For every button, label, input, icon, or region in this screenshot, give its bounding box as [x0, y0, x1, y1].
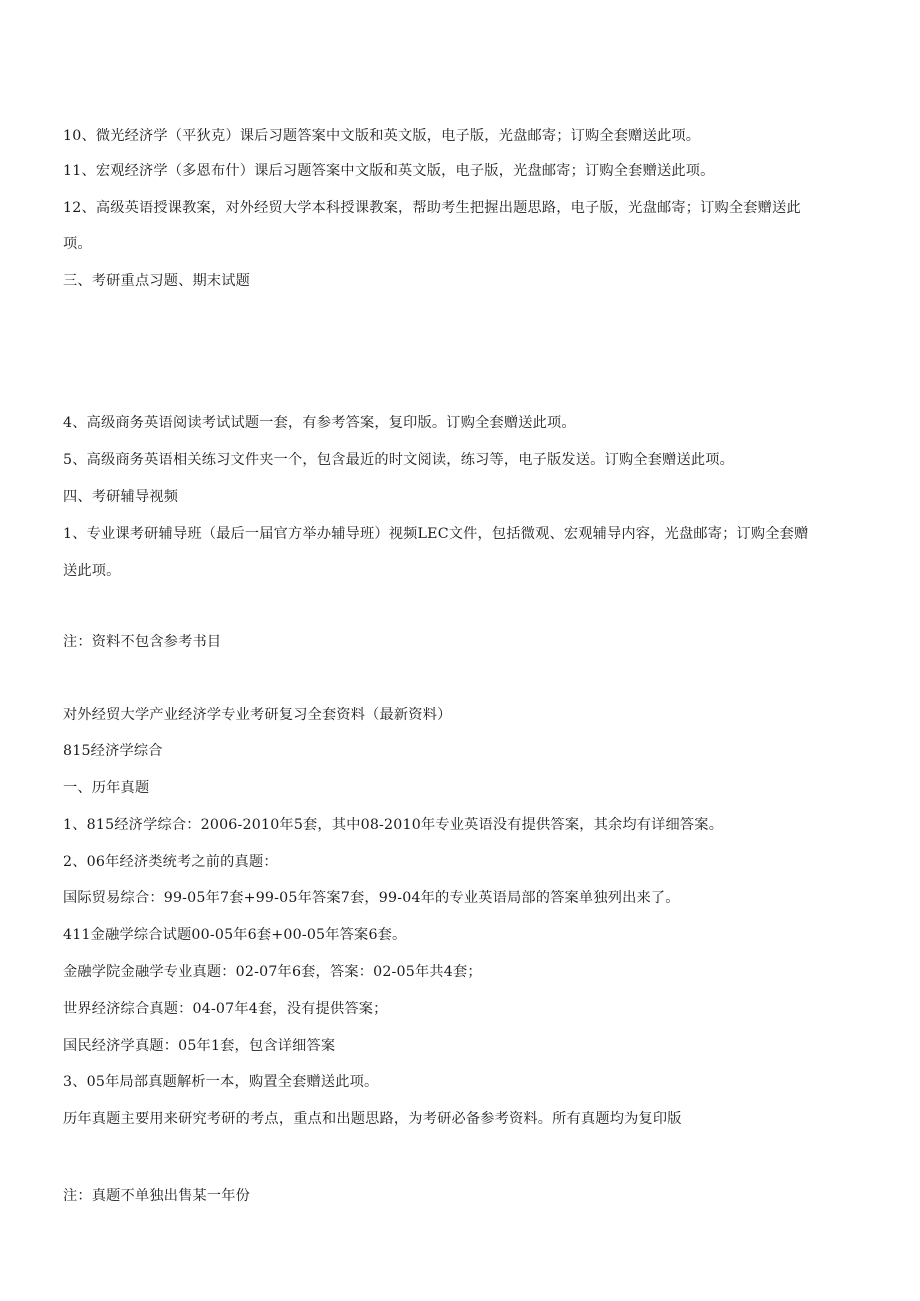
text-line: 4、高级商务英语阅读考试试题一套，有参考答案，复印版。订购全套赠送此项。 — [63, 415, 576, 431]
text-line: 国民经济学真题：05年1套，包含详细答案 — [63, 1038, 336, 1054]
text-line: 411金融学综合试题00-05年6套+00-05年答案6套。 — [63, 927, 407, 943]
text-line: 项。 — [63, 236, 92, 252]
note-line: 注：资料不包含参考书目 — [63, 634, 222, 650]
note-line: 注：真题不单独出售某一年份 — [63, 1188, 251, 1204]
text-line: 历年真题主要用来研究考研的考点，重点和出题思路，为考研必备参考资料。所有真题均为复印版 — [63, 1111, 682, 1127]
text-line: 送此项。 — [63, 563, 121, 579]
text-line: 3、05年局部真题解析一本，购置全套赠送此项。 — [63, 1074, 379, 1090]
text-line: 5、高级商务英语相关练习文件夹一个，包含最近的时文阅读，练习等，电子版发送。订购全套赠送此项。 — [63, 452, 735, 468]
section-heading: 三、考研重点习题、期末试题 — [63, 273, 251, 289]
text-line: 1、专业课考研辅导班（最后一届官方举办辅导班）视频LEC文件，包括微观、宏观辅导内容，光盘邮寄；订购全套赠 — [63, 526, 809, 542]
text-line: 金融学院金融学专业真题：02-07年6套，答案：02-05年共4套； — [63, 964, 482, 980]
text-line: 国际贸易综合：99-05年7套+99-05年答案7套，99-04年的专业英语局部的答案单独列出来了。 — [63, 890, 680, 906]
subject-heading: 815经济学综合 — [63, 743, 163, 759]
text-line: 12、高级英语授课教案，对外经贸大学本科授课教案，帮助考生把握出题思路，电子版，光盘邮寄；订购全套赠送此 — [63, 200, 801, 216]
text-line: 11、宏观经济学（多恩布什）课后习题答案中文版和英文版，电子版，光盘邮寄；订购全套赠送此项。 — [63, 163, 715, 179]
text-line: 2、06年经济类统考之前的真题： — [63, 854, 278, 870]
text-line: 1、815经济学综合：2006-2010年5套，其中08-2010年专业英语没有提供答案，其余均有详细答案。 — [63, 817, 724, 833]
document-title: 对外经贸大学产业经济学专业考研复习全套资料（最新资料） — [63, 707, 452, 723]
section-heading: 一、历年真题 — [63, 780, 150, 796]
text-line: 10、微光经济学（平狄克）课后习题答案中文版和英文版，电子版，光盘邮寄；订购全套赠送此项。 — [63, 128, 701, 144]
text-line: 世界经济综合真题：04-07年4套，没有提供答案； — [63, 1001, 388, 1017]
section-heading: 四、考研辅导视频 — [63, 489, 179, 505]
